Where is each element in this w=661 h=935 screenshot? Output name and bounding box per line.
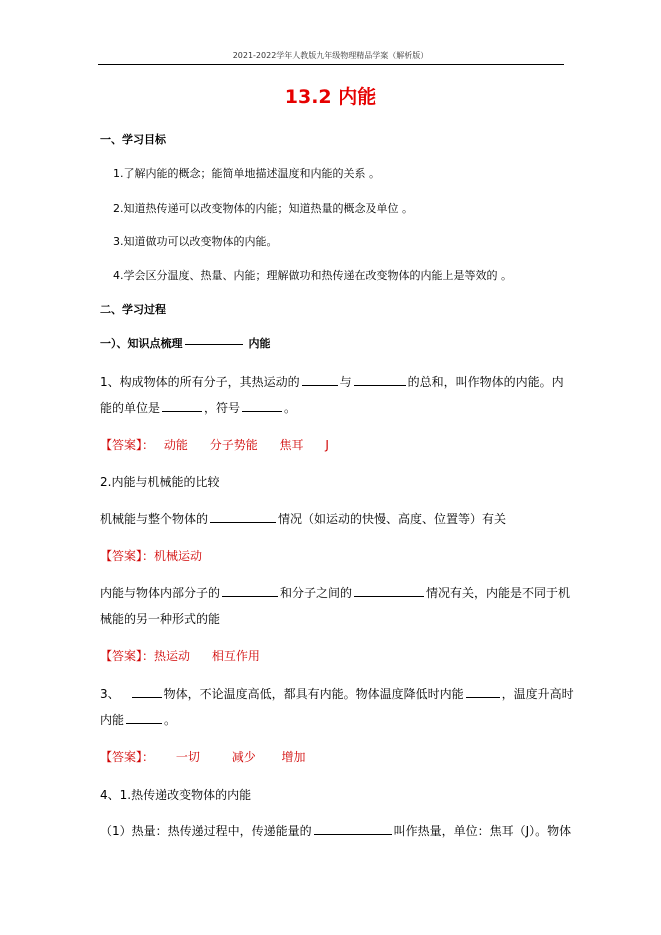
question-2-line — [100, 510, 506, 527]
subsection-dash — [185, 344, 243, 345]
answer-value: 增加 — [281, 750, 306, 764]
answer-value: J — [325, 438, 329, 452]
blank — [132, 686, 162, 698]
answer-value: 焦耳 — [279, 438, 304, 452]
question-1-line-1 — [100, 373, 564, 390]
blank — [210, 511, 276, 523]
goal-item: 1.了解内能的概念；能简单地描述温度和内能的关系 。 — [113, 167, 380, 180]
page-title: 13.2 内能 — [284, 86, 377, 108]
q2b-text-c: 情况有关，内能是不同于机 — [426, 586, 571, 600]
answer-value: 动能 — [163, 438, 188, 452]
question-2-title: 2.内能与机械能的比较 — [100, 475, 220, 489]
blank — [126, 712, 162, 724]
q3-text-d: 内能 — [100, 713, 125, 727]
subsection-heading — [100, 335, 271, 351]
page-header: 2021-2022学年人教版九年级物理精品学案（解析版） — [232, 51, 429, 60]
question-1-line-2 — [100, 399, 296, 416]
subsection-prefix: 一）、知识点梳理 — [100, 337, 183, 350]
q1-text-b: 与 — [339, 375, 352, 389]
q1-text-e: ，符号 — [204, 401, 241, 415]
answer-value: 一切 — [175, 750, 200, 764]
question-3-line-1 — [100, 685, 574, 702]
section-heading-process: 二、学习过程 — [100, 303, 166, 316]
blank — [466, 686, 500, 698]
answer-value: 分子势能 — [209, 438, 258, 452]
q1-text-d: 能的单位是 — [100, 401, 161, 415]
q1-text-f: 。 — [284, 401, 297, 415]
blank — [222, 585, 278, 597]
blank — [354, 585, 424, 597]
q2-text-b: 情况（如运动的快慢、高度、位置等）有关 — [278, 512, 507, 526]
blank — [302, 374, 338, 386]
answer-label: 【答案】： — [100, 438, 155, 452]
answer-2b — [100, 647, 260, 664]
q1-text-a: 1、构成物体的所有分子，其热运动的 — [100, 375, 300, 389]
blank — [354, 374, 406, 386]
q3-text-e: 。 — [164, 713, 177, 727]
goal-item: 4.学会区分温度、热量、内能；理解做功和热传递在改变物体的内能上是等效的 。 — [113, 269, 512, 282]
q2-text-a: 机械能与整个物体的 — [100, 512, 209, 526]
q1-text-c: 的总和，叫作物体的内能。内 — [407, 375, 564, 389]
answer-2: 【答案】：机械运动 — [100, 549, 203, 563]
q2b-text-a: 内能与物体内部分子的 — [100, 586, 221, 600]
section-heading-goals: 一、学习目标 — [100, 133, 166, 146]
q3-text-b: 物体，不论温度高低，都具有内能。物体温度降低时内能 — [163, 687, 464, 701]
answer-value: 相互作用 — [211, 649, 260, 663]
answer-1 — [100, 436, 329, 453]
header-rule — [98, 64, 564, 65]
question-4-line — [100, 822, 571, 839]
answer-3 — [100, 748, 306, 765]
blank — [242, 400, 282, 412]
q3-text-c: ，温度升高时 — [501, 687, 574, 701]
question-3-line-2 — [100, 711, 176, 728]
question-4-title: 4、1.热传递改变物体的内能 — [100, 788, 252, 802]
answer-label: 【答案】： — [100, 750, 155, 764]
blank — [314, 823, 392, 835]
answer-value: 减少 — [231, 750, 256, 764]
goal-item: 2.知道热传递可以改变物体的内能；知道热量的概念及单位 。 — [113, 202, 413, 215]
question-2b-line-1 — [100, 584, 570, 601]
q4-text-b: 叫作热量，单位：焦耳（J）。物体 — [393, 824, 572, 838]
blank — [162, 400, 202, 412]
answer-label: 【答案】：热运动 — [100, 649, 191, 663]
q2b-text-b: 和分子之间的 — [280, 586, 353, 600]
goal-item: 3.知道做功可以改变物体的内能。 — [113, 235, 278, 248]
q3-text-a: 3、 — [100, 687, 120, 701]
subsection-topic: 内能 — [248, 337, 271, 350]
q4-text-a: （1）热量：热传递过程中，传递能量的 — [100, 824, 312, 838]
question-2b-line-2: 械能的另一种形式的能 — [100, 612, 221, 626]
